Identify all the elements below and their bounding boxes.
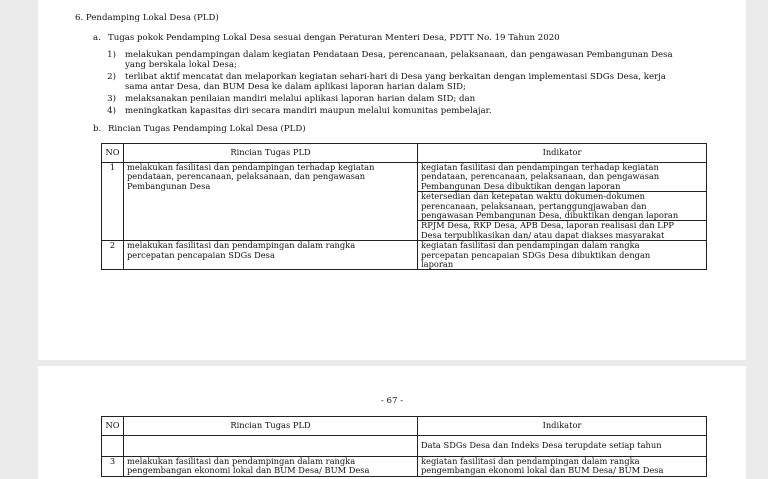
rincian-line: melakukan fasilitasi dan pendampingan dalam rangka [127, 456, 356, 466]
table-row [102, 163, 707, 241]
item-2-number: 2) [107, 72, 116, 82]
indikator-line: ketersedian dan ketepatan waktu dokumen-dokumen [421, 191, 645, 202]
sub-b-title: Rincian Tugas Pendamping Lokal Desa (PLD) [108, 124, 306, 134]
item-3-line-1: melaksanakan penilaian mandiri melalui aplikasi laporan harian dalam SID; dan [125, 94, 476, 104]
item-1-line-1: melakukan pendampingan dalam kegiatan Pendataan Desa, perencanaan, pelaksanaan, dan pengawasan Pembangunan Desa [125, 50, 673, 60]
indikator-item [418, 221, 706, 240]
item-2-line-2: sama antar Desa, dan BUM Desa ke dalam aplikasi laporan harian dalam SID; [125, 82, 466, 92]
indikator-line: kegiatan fasilitasi dan pendampingan terhadap kegiatan [421, 162, 659, 172]
table-header-row [102, 417, 707, 436]
row-number [102, 436, 124, 457]
document-page-1 [38, 0, 746, 360]
indikator-line: laporan [421, 259, 454, 270]
table-row [102, 457, 707, 477]
sub-a-label: a. [93, 33, 101, 43]
rincian-line: melakukan fasilitasi dan pendampingan terhadap kegiatan [127, 162, 375, 172]
indikator-line: pendataan, perencanaan, pelaksanaan, dan pengawasan [421, 171, 660, 182]
indikator-line: Pembangunan Desa dibuktikan dengan laporan [421, 180, 621, 191]
indikator-line: Data SDGs Desa dan Indeks Desa terupdate setiap tahun [421, 440, 662, 451]
header-indikator: Indikator [418, 144, 707, 163]
indikator-line: pengawasan Pembangunan Desa, dibuktikan dengan laporan [421, 210, 679, 221]
indikator-cell [418, 457, 707, 477]
pld-task-table-2 [101, 416, 707, 477]
header-rincian: Rincian Tugas PLD [124, 144, 418, 163]
item-1-number: 1) [107, 50, 116, 60]
item-4-line-1: meningkatkan kapasitas diri secara mandiri maupun melalui komunitas pembelajar. [125, 106, 492, 116]
item-3-number: 3) [107, 94, 116, 104]
rincian-line: melakukan fasilitasi dan pendampingan dalam rangka [127, 240, 356, 251]
row-number: 2 [102, 241, 124, 270]
sub-b-label: b. [93, 124, 102, 134]
indikator-line: Desa terpublikasikan dan/ atau dapat diakses masyarakat [421, 229, 665, 240]
rincian-cell [124, 436, 418, 457]
header-no: NO [102, 144, 124, 163]
rincian-line: pengembangan ekonomi lokal dan BUM Desa/ BUM Desa [127, 465, 370, 476]
row-number: 3 [102, 457, 124, 477]
table-row [102, 241, 707, 270]
indikator-item [418, 241, 706, 269]
indikator-cell [418, 163, 707, 241]
item-4-number: 4) [107, 106, 116, 116]
table-row [102, 436, 707, 457]
row-number: 1 [102, 163, 124, 241]
item-2-line-1: terlibat aktif mencatat dan melaporkan kegiatan sehari-hari di Desa yang berkaitan dengan implementasi SDGs Desa, kerja [125, 72, 666, 82]
rincian-cell [124, 163, 418, 241]
page-number: - 67 - [380, 396, 404, 406]
indikator-line: kegiatan fasilitasi dan pendampingan dalam rangka [421, 240, 640, 251]
rincian-line: Pembangunan Desa [127, 180, 211, 191]
pld-task-table-1 [101, 143, 707, 270]
document-page-2 [38, 366, 746, 479]
header-rincian: Rincian Tugas PLD [124, 417, 418, 436]
indikator-line: kegiatan fasilitasi dan pendampingan dalam rangka [421, 456, 640, 466]
item-1-line-2: yang berskala lokal Desa; [125, 60, 237, 70]
indikator-item [418, 163, 706, 192]
section-heading: 6. Pendamping Lokal Desa (PLD) [75, 13, 219, 23]
indikator-line: RPJM Desa, RKP Desa, APB Desa, laporan realisasi dan LPP [421, 220, 674, 231]
indikator-item [418, 192, 706, 221]
indikator-cell [418, 436, 707, 457]
indikator-line: perencanaan, pelaksanaan, pertanggungjawaban dan [421, 200, 647, 211]
indikator-cell [418, 241, 707, 270]
rincian-cell [124, 241, 418, 270]
header-indikator: Indikator [418, 417, 707, 436]
rincian-line: percepatan pencapaian SDGs Desa [127, 249, 275, 260]
sub-a-title: Tugas pokok Pendamping Lokal Desa sesuai dengan Peraturan Menteri Desa, PDTT No. 19 Tahun 2020 [108, 33, 560, 43]
indikator-line: pengembangan ekonomi lokal dan BUM Desa/ BUM Desa [421, 465, 664, 476]
table-header-row [102, 144, 707, 163]
header-no: NO [102, 417, 124, 436]
rincian-cell [124, 457, 418, 477]
indikator-line: percepatan pencapaian SDGs Desa dibuktikan dengan [421, 249, 651, 260]
rincian-line: pendataan, perencanaan, pelaksanaan, dan pengawasan [127, 171, 366, 182]
